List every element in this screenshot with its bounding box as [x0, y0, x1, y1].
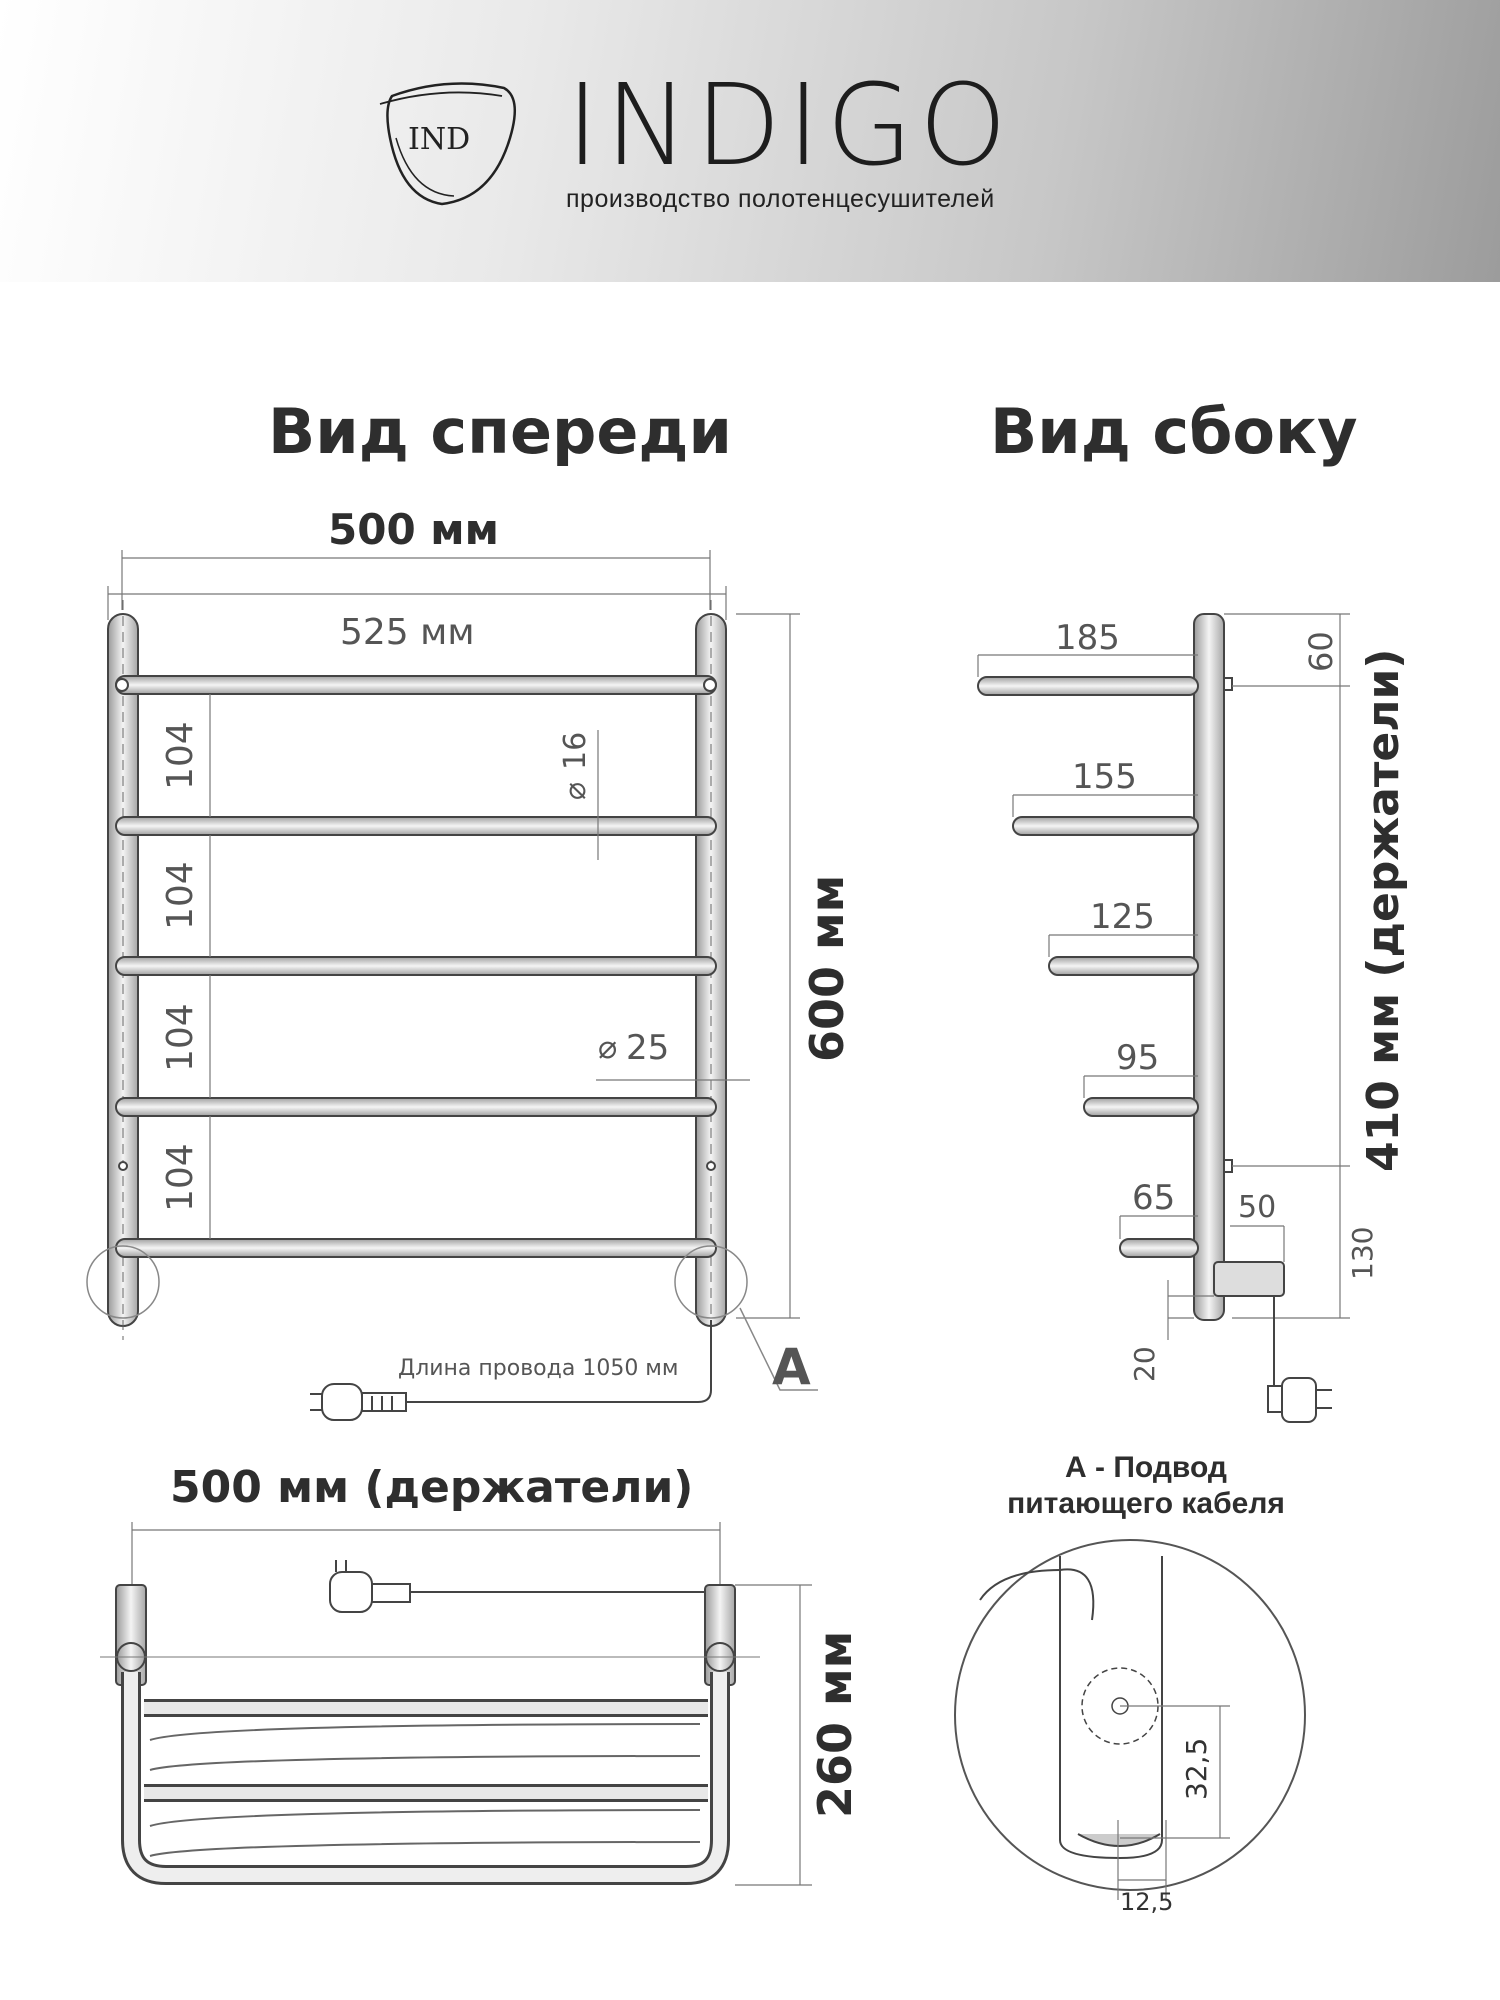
detail-a-title-line1: А - Подвод	[1065, 1451, 1227, 1484]
bar-diameter: 16	[558, 731, 593, 770]
side-holders-height: 410 мм (держатели)	[1358, 648, 1409, 1172]
top-depth: 260 мм	[808, 1630, 862, 1818]
top-width: 500 мм (держатели)	[170, 1462, 694, 1513]
top-view-drawing	[100, 1522, 812, 1885]
side-view-title: Вид сбоку	[990, 395, 1358, 468]
detail-a-drawing	[955, 1540, 1305, 1900]
side-depth-5: 65	[1132, 1178, 1176, 1218]
logo-monogram: IND	[408, 122, 471, 157]
post-diameter-symbol: ⌀	[598, 1028, 618, 1066]
detail-a-horizontal-dim: 12,5	[1120, 1888, 1174, 1916]
bar-diameter-symbol: ⌀	[558, 781, 593, 800]
front-view-title: Вид спереди	[268, 395, 732, 468]
side-depth-3: 125	[1090, 897, 1155, 937]
front-width-outer: 500 мм	[328, 505, 499, 554]
detail-a-title-line2: питающего кабеля	[1007, 1487, 1285, 1520]
detail-a-vertical-dim: 32,5	[1180, 1737, 1213, 1800]
side-bottom-offset: 130	[1346, 1226, 1379, 1280]
side-base-offset: 20	[1128, 1346, 1161, 1382]
detail-a-title	[946, 1450, 1346, 1522]
front-height: 600 мм	[800, 874, 854, 1062]
callout-letter-a: A	[772, 1338, 811, 1396]
front-width-inner: 525 мм	[340, 612, 475, 653]
cable-length: Длина провода 1050 мм	[398, 1356, 679, 1381]
side-depth-1: 185	[1055, 618, 1120, 658]
side-socket-depth: 50	[1238, 1190, 1277, 1225]
brand-tagline: производство полотенцесушителей	[566, 185, 995, 213]
brand-name: INDIGO	[566, 61, 1014, 191]
side-top-offset: 60	[1302, 631, 1340, 672]
side-depth-4: 95	[1116, 1038, 1160, 1078]
front-spacing-3: 104	[160, 1003, 201, 1072]
front-spacing-1: 104	[160, 721, 201, 790]
side-view-drawing	[978, 614, 1350, 1422]
front-spacing-4: 104	[160, 1143, 201, 1212]
front-spacing-2: 104	[160, 861, 201, 930]
side-depth-2: 155	[1072, 757, 1137, 797]
front-view-drawing	[87, 550, 818, 1420]
post-diameter: 25	[626, 1028, 670, 1068]
